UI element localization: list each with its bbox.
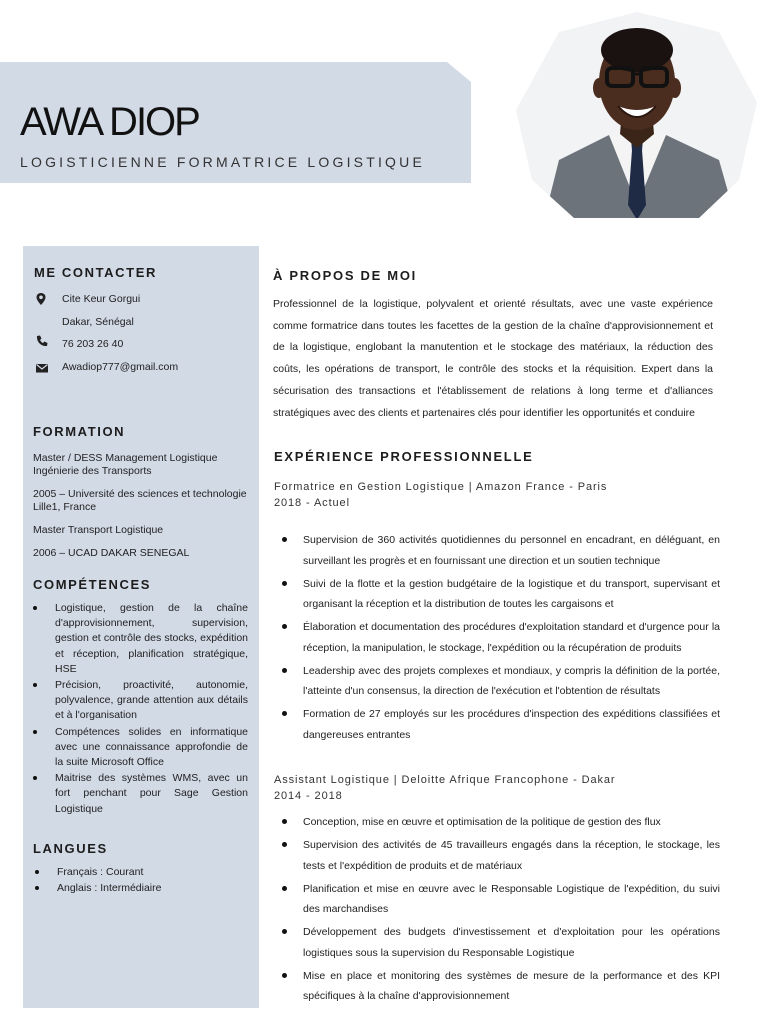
bullet-icon xyxy=(33,730,37,734)
bullet-icon xyxy=(282,842,287,847)
competences-list xyxy=(55,601,248,818)
contact-title: ME CONTACTER xyxy=(34,265,157,280)
list-item: Logistique, gestion de la chaîne d'approvisionnement, supervision, gestion et contrôle des stocks, expédition et réception, planification stratégique, HSE xyxy=(55,601,248,677)
bullet-icon xyxy=(35,886,39,890)
bullet-icon xyxy=(282,886,287,891)
bullet-icon xyxy=(282,973,287,978)
list-item: Planification et mise en œuvre avec le Responsable Logistique de l'expédition, du suivi des marchandises xyxy=(280,879,720,920)
job-1-title: Formatrice en Gestion Logistique | Amazon France - Paris xyxy=(274,481,608,493)
job-1-bullets xyxy=(280,530,720,748)
formation-item-4: 2006 – UCAD DAKAR SENEGAL xyxy=(33,547,190,559)
langues-title: LANGUES xyxy=(33,841,108,856)
profile-photo xyxy=(514,10,761,220)
bullet-icon xyxy=(282,668,287,673)
langues-list xyxy=(57,864,247,896)
list-item: Mise en place et monitoring des systèmes de mesure de la performance et des KPI spécifiques à la chaîne d'approvisionnement xyxy=(280,966,720,1007)
bullet-icon xyxy=(33,683,37,687)
bullet-icon xyxy=(282,929,287,934)
list-item: Supervision des activités de 45 travailleurs engagés dans la réception, le stockage, les tests et l'expédition de produits et de matériaux xyxy=(280,835,720,876)
formation-item-1: Master / DESS Management Logistique Ingénierie des Transports xyxy=(33,452,218,477)
candidate-role: LOGISTICIENNE FORMATRICE LOGISTIQUE xyxy=(20,154,425,170)
bullet-icon xyxy=(282,537,287,542)
job-2-title: Assistant Logistique | Deloitte Afrique Francophone - Dakar xyxy=(274,774,616,786)
formation-item-2: 2005 – Université des sciences et technologie Lille1, France xyxy=(33,488,247,513)
list-item: Développement des budgets d'investissement et d'exploitation pour les opérations logistiques sous la supervision du Responsable Logistique xyxy=(280,922,720,963)
contact-address-line2: Dakar, Sénégal xyxy=(62,316,134,328)
about-text: Professionnel de la logistique, polyvalent et orienté résultats, avec une vaste expérience comme formatrice dans toutes les facettes de la gestion de la chaîne d'approvisionnement et de la logistique, englobant la manutention et le stockage des matériaux, la réduction des coûts, les opérations de transport, le contrôle des stocks et la réquisition. Expert dans la sécurisation des transactions et l'établissement de relations à long terme et d'alliances stratégiques avec des clients et partenaires clés pour identifier les opportunités et conduire xyxy=(273,298,713,419)
about-title: À PROPOS DE MOI xyxy=(273,268,417,283)
formation-title: FORMATION xyxy=(33,424,126,439)
list-item: Suivi de la flotte et la gestion budgétaire de la logistique et du transport, supervisant et organisant la réception et la distribution de toutes les cargaisons et xyxy=(280,574,720,615)
list-item: Précision, proactivité, autonomie, polyvalence, grande attention aux détails et à l'organisation xyxy=(55,678,248,724)
contact-phone: 76 203 26 40 xyxy=(62,338,124,350)
contact-email: Awadiop777@gmail.com xyxy=(62,361,179,373)
list-item: Formation de 27 employés sur les procédures d'inspection des expéditions classifiées et dangereuses entrantes xyxy=(280,704,720,745)
list-item: Anglais : Intermédiaire xyxy=(57,880,247,896)
list-item: Leadership avec des projets complexes et mondiaux, y compris la définition de la portée, l'atteinte d'un consensus, la direction de l'exécution et l'obtention de résultats xyxy=(280,661,720,702)
list-item: Compétences solides en informatique avec une connaissance approfondie de la suite Microsoft Office xyxy=(55,725,248,771)
envelope-icon xyxy=(35,361,49,375)
list-item: Maitrise des systèmes WMS, avec un fort penchant pour Sage Gestion Logistique xyxy=(55,771,248,817)
bullet-icon xyxy=(282,819,287,824)
bullet-icon xyxy=(282,711,287,716)
job-2-period: 2014 - 2018 xyxy=(274,790,343,802)
bullet-icon xyxy=(282,624,287,629)
list-item: Français : Courant xyxy=(57,864,247,880)
contact-address-line1: Cite Keur Gorgui xyxy=(62,293,141,305)
list-item: Conception, mise en œuvre et optimisation de la politique de gestion des flux xyxy=(280,812,720,833)
competences-title: COMPÉTENCES xyxy=(33,577,152,592)
list-item: Élaboration et documentation des procédures d'exploitation standard et d'urgence pour la réception, la manipulation, le stockage, l'expédition ou la récupération de produits xyxy=(280,617,720,658)
candidate-name: AWA DIOP xyxy=(20,100,199,144)
experience-title: EXPÉRIENCE PROFESSIONNELLE xyxy=(274,449,534,464)
list-item: Supervision de 360 activités quotidiennes du personnel en encadrant, en déléguant, en surveillant les progrès et en fournissant une direction et un soutien technique xyxy=(280,530,720,571)
bullet-icon xyxy=(35,870,39,874)
location-pin-icon xyxy=(34,292,48,306)
job-1-period: 2018 - Actuel xyxy=(274,497,350,509)
bullet-icon xyxy=(33,606,37,610)
phone-icon xyxy=(35,334,49,348)
job-2-bullets xyxy=(280,812,720,1009)
formation-item-3: Master Transport Logistique xyxy=(33,524,164,536)
bullet-icon xyxy=(282,581,287,586)
